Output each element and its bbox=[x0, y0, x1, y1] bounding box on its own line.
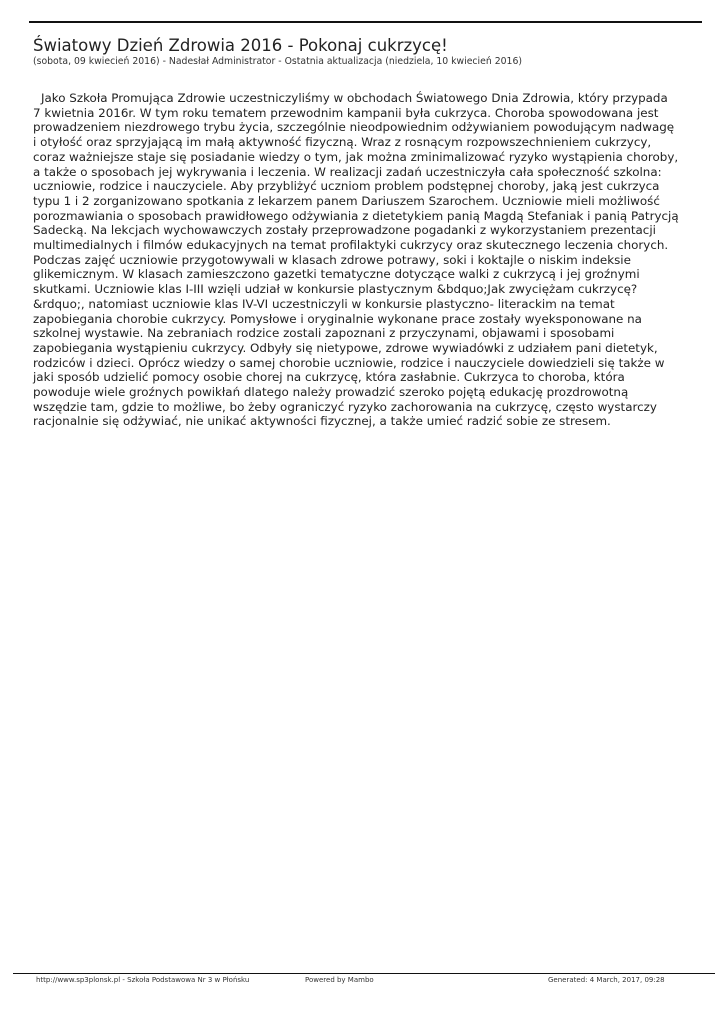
footer-divider bbox=[13, 973, 715, 974]
article-title: Światowy Dzień Zdrowia 2016 - Pokonaj cukrzycę! bbox=[33, 36, 448, 55]
article-meta: (sobota, 09 kwiecień 2016) - Nadesłał Administrator - Ostatnia aktualizacja (niedziela, 10 kwiecień 2016) bbox=[33, 56, 522, 67]
footer-site-url: http://www.sp3plonsk.pl - Szkoła Podstawowa Nr 3 w Płońsku bbox=[36, 976, 250, 984]
footer-generated-date: Generated: 4 March, 2017, 09:28 bbox=[548, 976, 665, 984]
footer-powered-by: Powered by Mambo bbox=[305, 976, 374, 984]
header-divider bbox=[29, 21, 702, 23]
article-body: Jako Szkoła Promująca Zdrowie uczestniczyliśmy w obchodach Światowego Dnia Zdrowia, który przypada 7 kwietnia 2016r. W tym roku tematem przewodnim kampanii była cukrzyca. Choroba spowodowana jest prowadzeniem niezdrowego trybu życia, szczególnie nieodpowiednim odżywianiem powodującym nadwagę i otyłość oraz sprzyjającą im małą aktywność fizyczną. Wraz z rosnącym rozpowszechnieniem cukrzycy, coraz ważniejsze staje się posiadanie wiedzy o tym, jak można zminimalizować ryzyko wystąpienia choroby, a także o sposobach jej wykrywania i leczenia. W realizacji zadań uczestniczyła cała społeczność szkolna: uczniowie, rodzice i nauczyciele. Aby przybliżyć uczniom problem podstępnej choroby, jaką jest cukrzyca typu 1 i 2 zorganizowano spotkania z lekarzem panem Dariuszem Szarochem. Uczniowie mieli możliwość porozmawiania o sposobach prawidłowego odżywiania z dietetykiem panią Magdą Stefaniak i panią Patrycją Sadecką. Na lekcjach wychowawczych zostały przeprowadzone pogadanki z wykorzystaniem prezentacji multimedialnych i filmów edukacyjnych na temat profilaktyki cukrzycy oraz skutecznego leczenia chorych. Podczas zajęć uczniowie przygotowywali w klasach zdrowe potrawy, soki i koktajle o niskim indeksie glikemicznym. W klasach zamieszczono gazetki tematyczne dotyczące walki z cukrzycą i jej groźnymi skutkami. Uczniowie klas I-III wzięli udział w konkursie plastycznym &bdquo;Jak zwyciężam cukrzycę?&rdquo;, natomiast uczniowie klas IV-VI uczestniczyli w konkursie plastyczno- literackim na temat zapobiegania chorobie cukrzycy. Pomysłowe i oryginalnie wykonane prace zostały wyeksponowane na szkolnej wystawie. Na zebraniach rodzice zostali zapoznani z przyczynami, objawami i sposobami zapobiegania wystąpieniu cukrzycy. Odbyły się nietypowe, zdrowe wywiadówki z udziałem pani dietetyk, rodziców i dzieci. Oprócz wiedzy o samej chorobie uczniowie, rodzice i nauczyciele dowiedzieli się także w jaki sposób udzielić pomocy osobie chorej na cukrzycę, która zasłabnie. Cukrzyca to choroba, która powoduje wiele groźnych powikłań dlatego należy prowadzić szeroko pojętą edukację prozdrowotną wszędzie tam, gdzie to możliwe, bo żeby ograniczyć ryzyko zachorowania na cukrzycę, często wystarczy racjonalnie się odżywiać, nie unikać aktywności fizycznej, a także umieć radzić sobie ze stresem. bbox=[33, 91, 679, 429]
